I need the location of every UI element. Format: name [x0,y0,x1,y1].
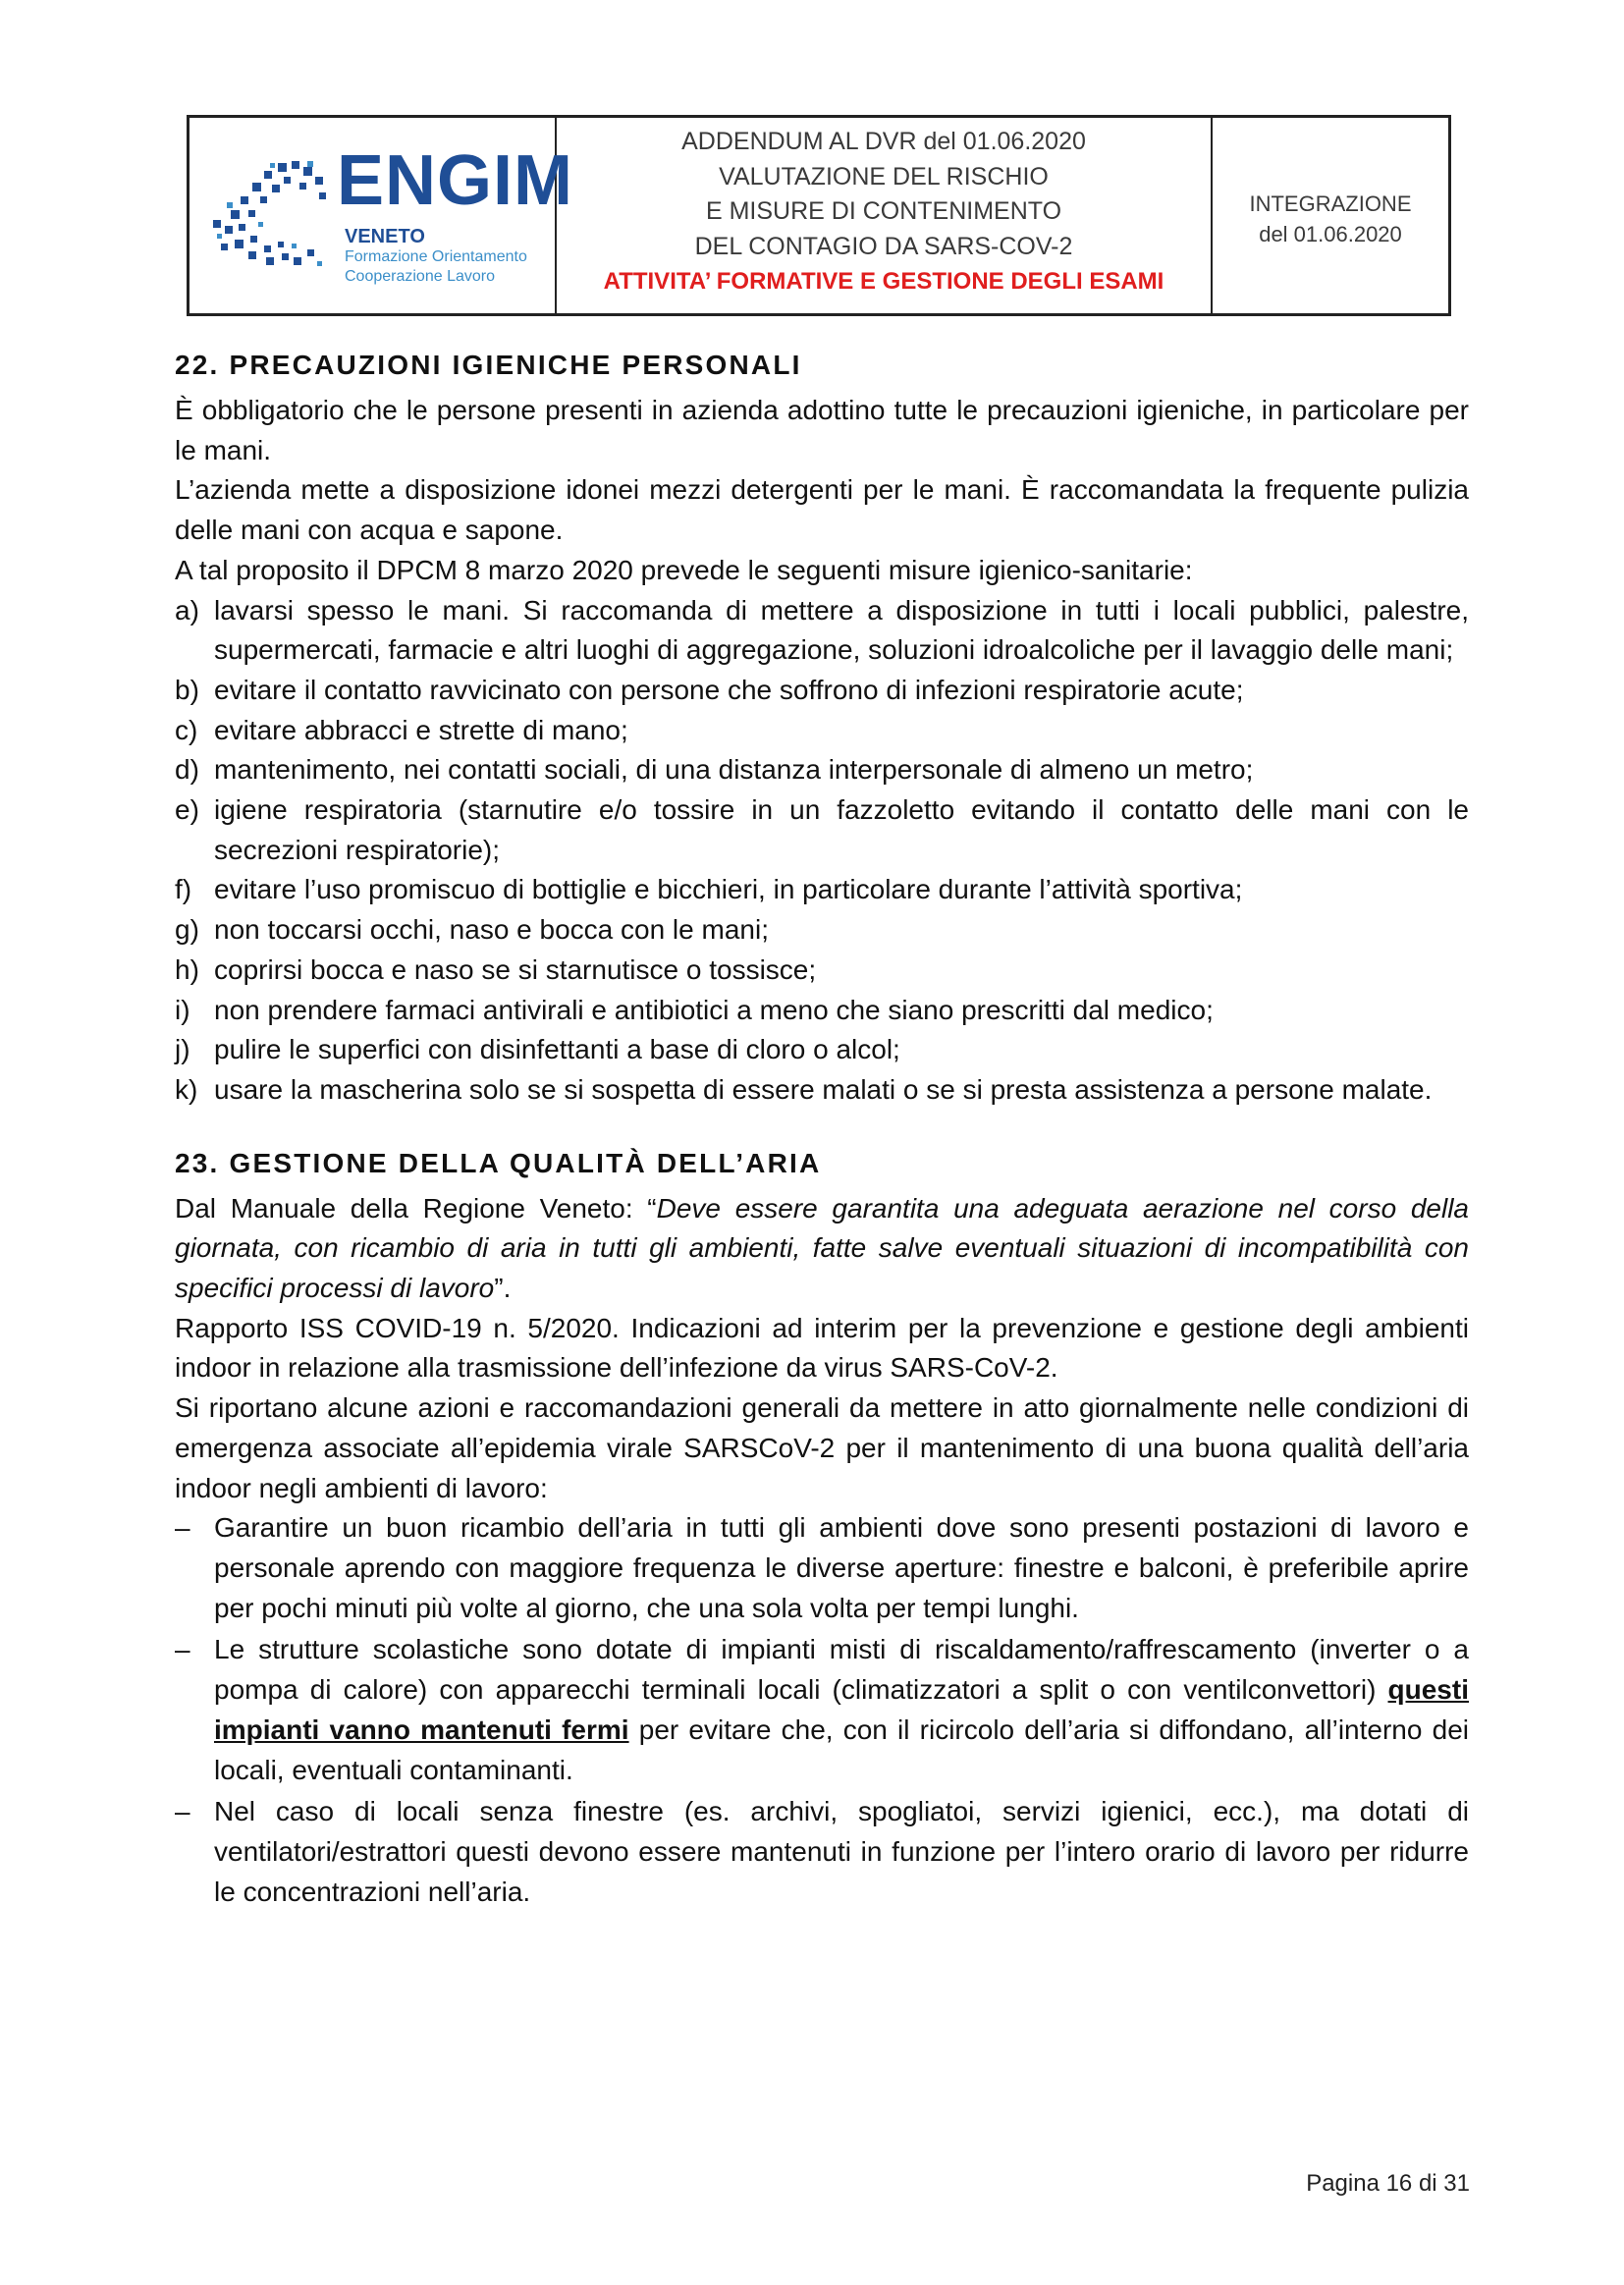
dash-marker: – [175,1634,190,1665]
list-item-text: per evitare che, con il ricircolo dell’aria si diffondano, all’interno dei locali, eventuali contaminanti. [214,1714,1469,1785]
section-22 [175,346,1469,1111]
list-item-text: lavarsi spesso le mani. Si raccomanda di mettere a disposizione in tutti i locali pubblici, palestre, supermercati, farmacie e altri luoghi di aggregazione, soluzioni idroalcoliche per il lavaggio delle mani; [214,594,1469,666]
integration-label: INTEGRAZIONE [1249,191,1412,216]
header-title-line: VALUTAZIONE DEL RISCHIO [719,162,1049,190]
list-item-text: pulire le superfici con disinfettanti a base di cloro o alcol; [214,1034,900,1065]
document-header [187,115,1451,316]
section-23 [175,1144,1469,1913]
logo-region: VENETO [345,226,425,247]
header-title-line: DEL CONTAGIO DA SARS-COV-2 [694,232,1073,260]
integration-cell [1213,118,1448,313]
section-heading: 22. PRECAUZIONI IGIENICHE PERSONALI [175,350,802,380]
header-red-subtitle: ATTIVITA’ FORMATIVE E GESTIONE DEGLI ESAMI [603,268,1164,295]
paragraph-quote [175,1189,1469,1309]
logo-wordmark: ENGIM [337,141,574,220]
logo-tagline-line2: Cooperazione Lavoro [345,268,495,285]
list-item-text: evitare l’uso promiscuo di bottiglie e bicchieri, in particolare durante l’attività sportiva; [214,874,1243,905]
list-item [175,1508,1469,1628]
list-item [175,870,1469,910]
list-item-text: evitare abbracci e strette di mano; [214,714,628,745]
list-marker: f) [175,874,192,905]
list-item [175,910,1469,951]
list-item-text: evitare il contatto ravvicinato con persone che soffrono di infezioni respiratorie acute; [214,674,1244,705]
list-marker: b) [175,674,199,705]
page-number: Pagina 16 di 31 [1306,2170,1470,2197]
air-quality-list [175,1508,1469,1912]
document-body [175,346,1469,1914]
list-item-text: igiene respiratoria (starnutire e/o tossire in un fazzoletto evitando il contatto delle mani con le secrezioni respiratorie); [214,794,1469,865]
list-marker: h) [175,953,199,985]
list-item-text: Garantire un buon ricambio dell’aria in tutti gli ambienti dove sono presenti postazioni di lavoro e personale aprendo con maggiore frequenza le diverse aperture: finestre e balconi, è preferibile aprire per pochi minuti più volte al giorno, che una sola volta per tempi lunghi. [214,1512,1469,1623]
section-heading: 23. GESTIONE DELLA QUALITÀ DELL’ARIA [175,1147,822,1178]
list-item [175,991,1469,1031]
list-marker: g) [175,914,199,946]
list-marker: k) [175,1073,198,1105]
quote-text: Deve essere garantita una adeguata aerazione nel corso della giornata, con ricambio di aria in tutti gli ambienti, fatte salve eventuali situazioni di incompatibilità con specifici processi di lavoro [175,1192,1469,1304]
list-item [175,1070,1469,1111]
header-title-line: ADDENDUM AL DVR del 01.06.2020 [681,128,1086,155]
list-item [175,750,1469,790]
list-item [175,1792,1469,1912]
list-marker: d) [175,754,199,786]
list-item-text: non toccarsi occhi, naso e bocca con le mani; [214,914,769,946]
header-title-cell [557,118,1213,313]
list-item-text: usare la mascherina solo se si sospetta di essere malati o se si presta assistenza a persone malate. [214,1073,1433,1105]
logo-tagline-line1: Formazione Orientamento [345,248,527,265]
list-item-text: non prendere farmaci antivirali e antibiotici a meno che siano prescritti dal medico; [214,994,1214,1025]
header-title-line: E MISURE DI CONTENIMENTO [705,197,1062,225]
list-item [175,711,1469,751]
list-marker: i) [175,994,190,1025]
list-marker: a) [175,594,199,626]
logo-cell [189,118,574,313]
list-item-text: coprirsi bocca e naso se si starnutisce o tossisce; [214,953,817,985]
list-item [175,591,1469,671]
quote-tail: ”. [494,1273,512,1304]
list-marker: e) [175,794,199,826]
list-item-text: Nel caso di locali senza finestre (es. archivi, spogliatoi, servizi igienici, ecc.), ma dotati di ventilatori/estrattori questi devono essere mantenuti in funzione per l’intero orario di lavoro per ridurre le concentrazioni nell’aria. [214,1796,1469,1907]
paragraph: Si riportano alcune azioni e raccomandazioni generali da mettere in atto giornalmente nelle condizioni di emergenza associate all’epidemia virale SARSCoV-2 per il mantenimento di una buona qualità dell’aria indoor negli ambienti di lavoro: [175,1392,1469,1503]
list-item [175,1630,1469,1790]
logo-tagline [345,247,527,287]
quote-lead: Dal Manuale della Regione Veneto: “ [175,1192,657,1224]
engim-logo-icon [209,159,337,267]
list-item-text: mantenimento, nei contatti sociali, di una distanza interpersonale di almeno un metro; [214,754,1254,786]
list-item [175,951,1469,991]
integration-date: del 01.06.2020 [1259,222,1402,246]
list-item [175,671,1469,711]
paragraph: L’azienda mette a disposizione idonei mezzi detergenti per le mani. È raccomandata la frequente pulizia delle mani con acqua e sapone. [175,474,1469,546]
paragraph: Rapporto ISS COVID-19 n. 5/2020. Indicazioni ad interim per la prevenzione e gestione degli ambienti indoor in relazione alla trasmissione dell’infezione da virus SARS-CoV-2. [175,1312,1469,1384]
paragraph: A tal proposito il DPCM 8 marzo 2020 prevede le seguenti misure igienico-sanitarie: [175,554,1193,585]
emphasis-text: questi impianti vanno mantenuti fermi [214,1674,1469,1745]
list-marker: j) [175,1034,190,1065]
dash-marker: – [175,1796,190,1827]
list-item [175,1030,1469,1070]
paragraph: È obbligatorio che le persone presenti in azienda adottino tutte le precauzioni igieniche, in particolare per le mani. [175,395,1469,465]
list-item [175,790,1469,870]
dash-marker: – [175,1512,190,1544]
hygiene-measures-list [175,591,1469,1111]
list-marker: c) [175,714,198,745]
list-item-text: Le strutture scolastiche sono dotate di impianti misti di riscaldamento/raffrescamento (inverter o a pompa di calore) con apparecchi terminali locali (climatizzatori a split o con ventilconvettori) [214,1634,1469,1706]
